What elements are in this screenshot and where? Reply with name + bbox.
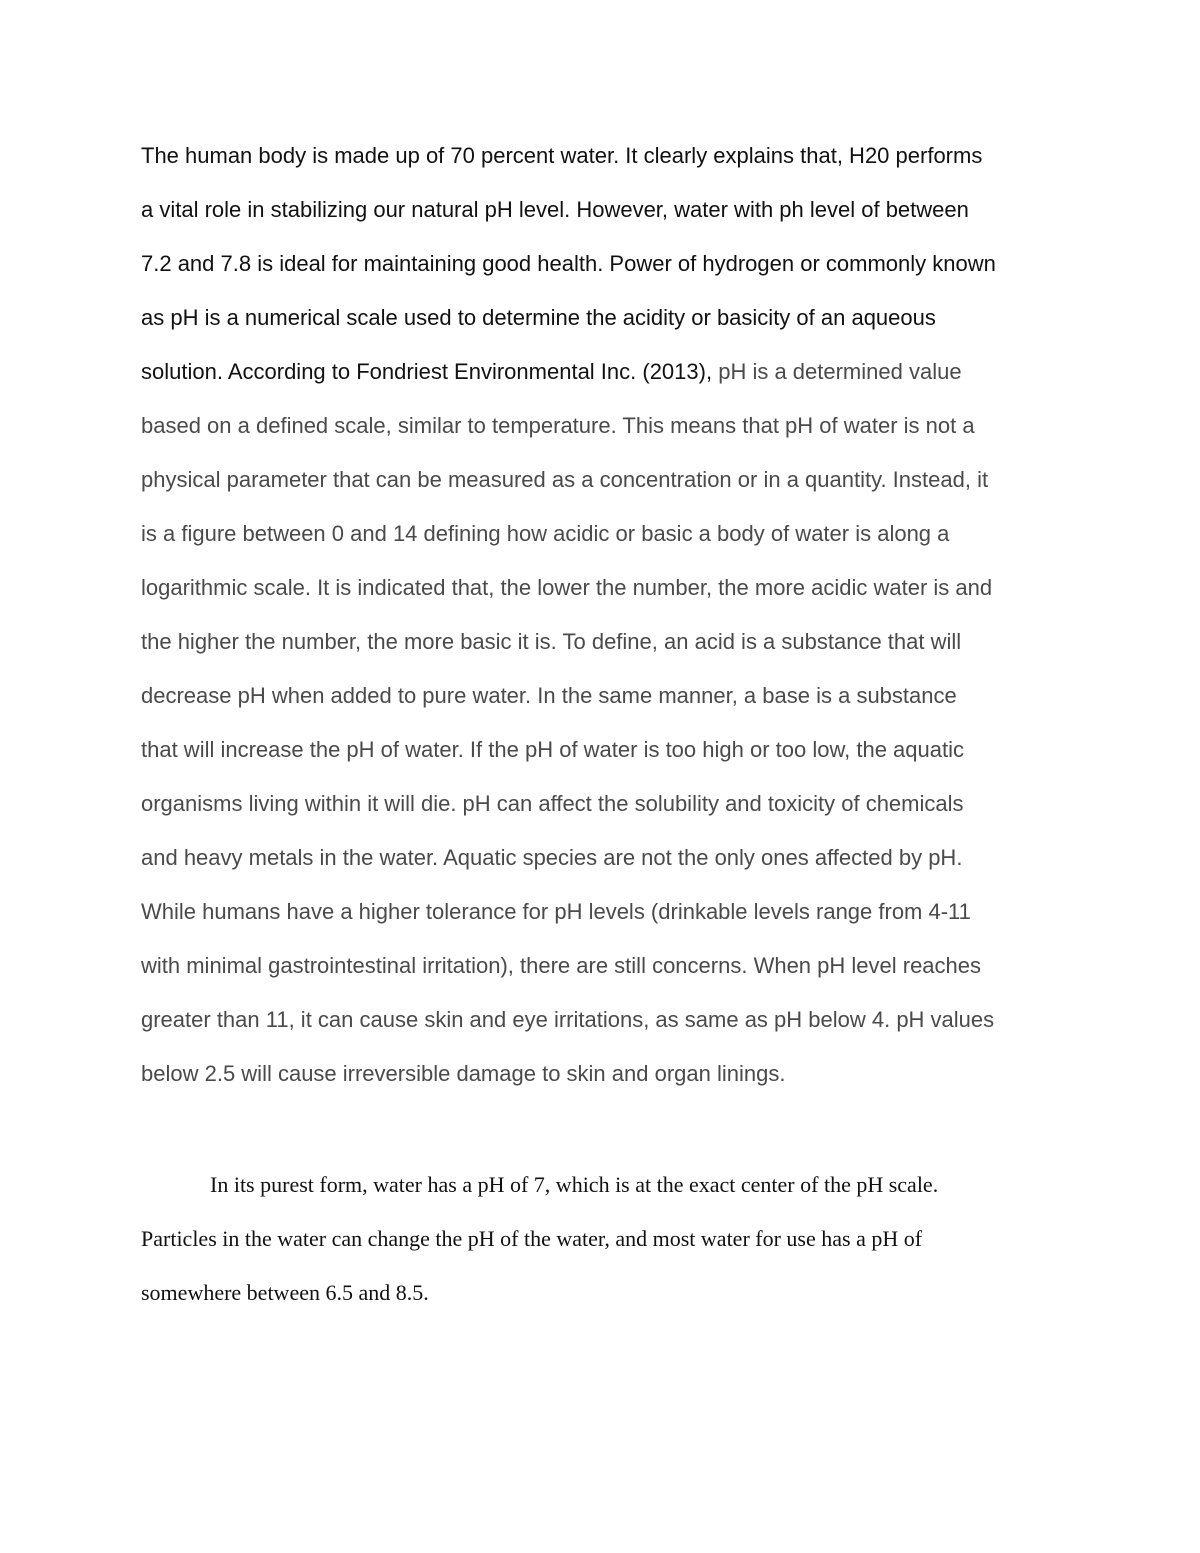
- quoted-text: pH is a determined value: [718, 359, 962, 384]
- paragraph-1-line-10: the higher the number, the more basic it is. To define, an acid is a substance that will: [141, 629, 962, 654]
- paragraph-1-line-17: greater than 11, it can cause skin and eye irritations, as same as pH below 4. pH values: [141, 1007, 995, 1032]
- paragraph-1-line-15: While humans have a higher tolerance for pH levels (drinkable levels range from 4-11: [141, 899, 971, 924]
- paragraph-1-line-4: as pH is a numerical scale used to determine the acidity or basicity of an aqueous: [141, 305, 936, 330]
- paragraph-1-line-16: with minimal gastrointestinal irritation), there are still concerns. When pH level reaches: [141, 953, 982, 978]
- paragraph-1-line-6: based on a defined scale, similar to temperature. This means that pH of water is not a: [141, 413, 975, 438]
- paragraph-1-line-9: logarithmic scale. It is indicated that, the lower the number, the more acidic water is and: [141, 575, 993, 600]
- paragraph-1-line-5: [141, 357, 962, 387]
- paragraph-1-line-18: below 2.5 will cause irreversible damage to skin and organ linings.: [141, 1061, 786, 1086]
- paragraph-1-line-11: decrease pH when added to pure water. In the same manner, a base is a substance: [141, 683, 957, 708]
- paragraph-2-line-3: somewhere between 6.5 and 8.5.: [141, 1280, 429, 1305]
- paragraph-1-line-3: 7.2 and 7.8 is ideal for maintaining good health. Power of hydrogen or commonly known: [141, 251, 996, 276]
- paragraph-1-line-14: and heavy metals in the water. Aquatic species are not the only ones affected by pH.: [141, 845, 963, 870]
- paragraph-1-line-8: is a figure between 0 and 14 defining how acidic or basic a body of water is along a: [141, 521, 950, 546]
- paragraph-2-line-1: In its purest form, water has a pH of 7, which is at the exact center of the pH scale.: [210, 1172, 939, 1197]
- paragraph-2-line-2: Particles in the water can change the pH of the water, and most water for use has a pH of: [141, 1226, 923, 1251]
- paragraph-1-line-13: organisms living within it will die. pH can affect the solubility and toxicity of chemicals: [141, 791, 964, 816]
- paragraph-1-line-7: physical parameter that can be measured as a concentration or in a quantity. Instead, it: [141, 467, 989, 492]
- paragraph-1-line-1: The human body is made up of 70 percent water. It clearly explains that, H20 performs: [141, 143, 983, 168]
- paragraph-1-line-12: that will increase the pH of water. If the pH of water is too high or too low, the aquatic: [141, 737, 965, 762]
- citation-text: solution. According to Fondriest Environmental Inc. (2013),: [141, 359, 713, 384]
- paragraph-1-line-2: a vital role in stabilizing our natural pH level. However, water with ph level of between: [141, 197, 969, 222]
